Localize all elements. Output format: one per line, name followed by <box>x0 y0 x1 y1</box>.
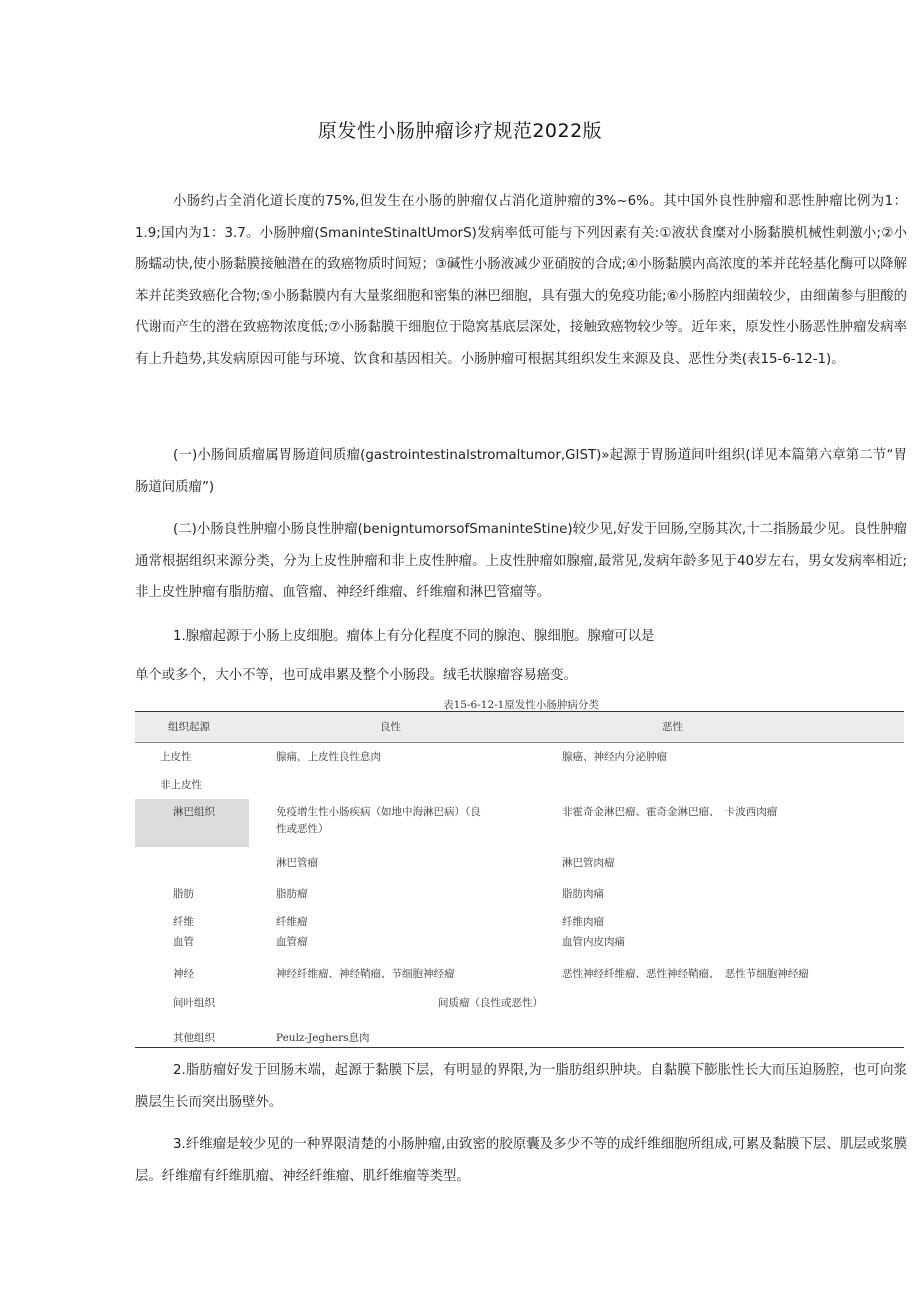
row-fat-malignant: 脂肪肉痛 <box>562 888 604 900</box>
row-other-origin: 其他组织 <box>173 1032 215 1044</box>
paragraph-fibroma: 3.纤维瘤是较少见的一种界限清楚的小肠肿瘤,由致密的胶原囊及多少不等的成纤维细胞所组成,可累及黏膜下层、肌层或浆膜层。纤维瘤有纤维肌瘤、神经纤维瘤、肌纤维瘤等类型。 <box>135 1137 907 1184</box>
classification-table <box>135 711 904 1048</box>
header-malignant: 恶性 <box>662 721 683 733</box>
row-lymph-origin: 淋巴组织 <box>173 806 215 818</box>
row-fiber-malignant: 纤维肉瘤 <box>562 916 604 928</box>
row-fiber-benign: 纤维瘤 <box>276 916 308 928</box>
row-nerve-malignant: 恶性神经纤维瘤、恶性神经鞘瘤、 恶性节细胞神经瘤 <box>562 968 809 980</box>
row-vessel-benign: 血管瘤 <box>276 936 308 948</box>
row-lymphangioma-malignant: 淋巴管肉瘤 <box>562 857 615 869</box>
row-fat-origin: 脂肪 <box>173 888 194 900</box>
row-mesenchyme-origin: 间叶组织 <box>173 997 215 1009</box>
row-nerve-origin: 神经 <box>173 968 194 980</box>
header-benign: 良性 <box>380 721 401 733</box>
table-header-row <box>135 712 904 743</box>
paragraph-lipoma: 2.脂肪瘤好发于回肠末端，起源于黏膜下层，有明显的界限,为一脂肪组织肿块。自黏膜下膨胀性长大而压迫肠腔，也可向浆膜层生长而突出肠壁外。 <box>135 1063 907 1110</box>
row-other-benign: Peulz-Jeghers息肉 <box>276 1032 370 1044</box>
document-title: 原发性小肠肿瘤诊疗规范2022版 <box>317 120 603 142</box>
paragraph-benign-tumors: (二)小肠良性肿瘤小肠良性肿瘤(benigntumorsofSmaninteStine)较少见,好发于回肠,空肠其次,十二指肠最少见。良性肿瘤通常根据组织来源分类，分为上皮性肿瘤和非上皮性肿瘤。上皮性肿瘤如腺瘤,最常见,发病年龄多见于40岁左右，男女发病率相近;非上皮性肿瘤有脂肪瘤、血管瘤、神经纤维瘤、纤维瘤和淋巴管瘤等。 <box>135 522 907 600</box>
paragraph-intro: 小肠约占全消化道长度的75%,但发生在小肠的肿瘤仅占消化道肿瘤的3%~6%。其中国外良性肿瘤和恶性肿瘤比例为1：1.9;国内为1：3.7。小肠肿瘤(SmaninteStinaltUmorS)发病率低可能与下列因素有关:①液状食糜对小肠黏膜机械性刺激小;②小肠蠕动快,使小肠黏膜接触潜在的致癌物质时间短；③碱性小肠液减少亚硝胺的合成;④小肠黏膜内高浓度的苯并芘轻基化酶可以降解苯并芘类致癌化合物;⑤小肠黏膜内有大量浆细胞和密集的淋巴细胞，具有强大的免疫功能;⑥小肠腔内细菌较少，由细菌参与胆酸的代谢而产生的潜在致癌物浓度低;⑦小肠黏膜干细胞位于隐窝基底层深处，接触致癌物较少等。近年来，原发性小肠恶性肿瘤发病率有上升趋势,其发病原因可能与环境、饮食和基因相关。小肠肿瘤可根据其组织发生来源及良、恶性分类(表15-6-12-1)。 <box>135 194 907 367</box>
row-lymph-malignant: 非霍奇金淋巴瘤、霍奇金淋巴瘤、 卡波西肉瘤 <box>562 806 778 818</box>
header-origin: 组织起源 <box>168 721 210 733</box>
row-mesenchyme-span: 间质瘤（良性或恶性） <box>438 997 543 1009</box>
row-non-epithelial-origin: 非上皮性 <box>160 779 202 791</box>
row-fiber-origin: 纤维 <box>173 916 194 928</box>
paragraph-gist: (一)小肠间质瘤属胃肠道间质瘤(gastrointestinalstromaltumor,GIST)»起源于胃肠道间叶组织(详见本篇第六章第二节“胃肠道间质瘤”) <box>135 448 907 495</box>
table-caption: 表15-6-12-1原发性小肠肿病分类 <box>443 699 599 711</box>
paragraph-adenoma-cont: 单个或多个，大小不等，也可成串累及整个小肠段。绒毛状腺瘤容易癌变。 <box>135 668 577 683</box>
paragraph-adenoma: 1.腺瘤起源于小肠上皮细胞。瘤体上有分化程度不同的腺泡、腺细胞。腺瘤可以是 <box>173 629 655 644</box>
row-epithelial-benign: 腺痛，上皮性良性息肉 <box>276 751 381 763</box>
row-fat-benign: 脂肪瘤 <box>276 888 308 900</box>
row-epithelial-origin: 上皮性 <box>160 751 192 763</box>
row-epithelial-malignant: 腺癌、神经内分泌肿瘤 <box>562 751 667 763</box>
row-nerve-benign: 神经纤维瘤、神经鞘瘤、节细胞神经瘤 <box>276 968 455 980</box>
row-vessel-origin: 血管 <box>173 936 194 948</box>
row-lymphangioma-benign: 淋巴管瘤 <box>276 857 318 869</box>
row-lymph-benign: 免疫增生性小肠疾病（如地中海淋巴病）（良性或恶性） <box>276 806 481 835</box>
row-vessel-malignant: 血管内皮肉痛 <box>562 936 625 948</box>
